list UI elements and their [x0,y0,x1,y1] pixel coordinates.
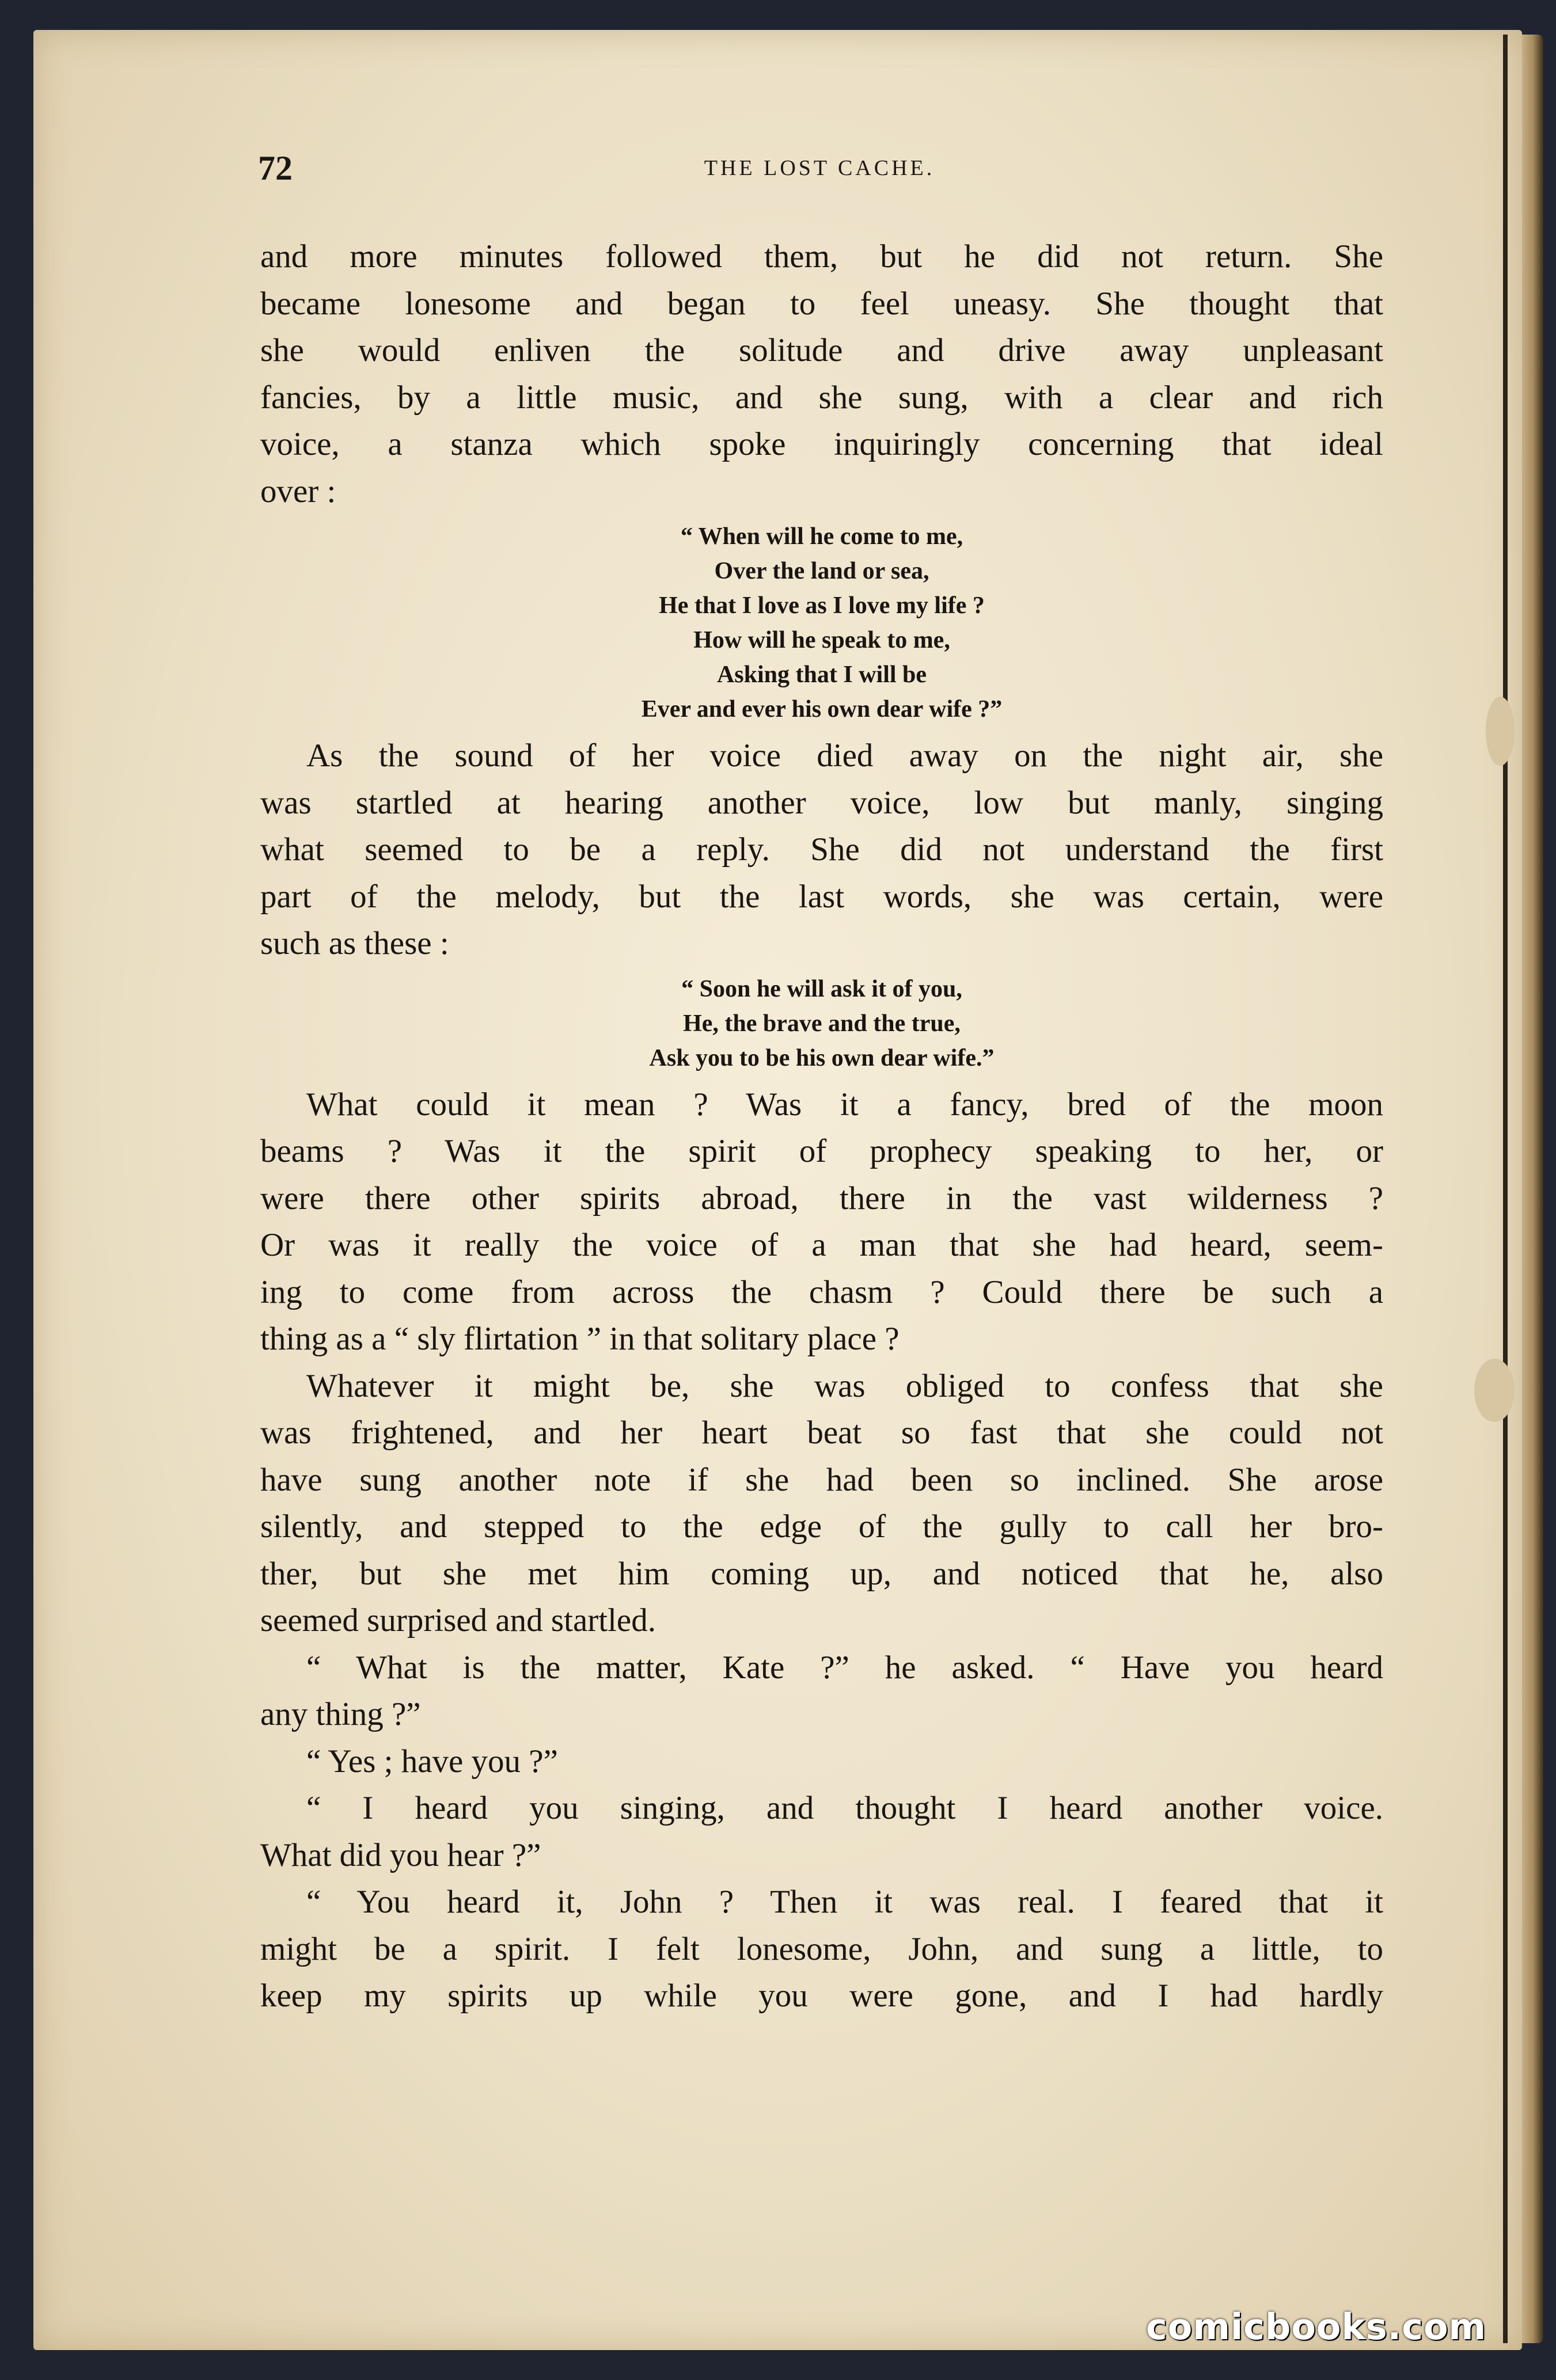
verse-reply [260,972,1383,1075]
paragraph [260,1644,1383,1738]
page-number: 72 [258,149,293,187]
text-line: “ I heard you singing, and thought I heard another voice. [306,1790,1383,1826]
page-tear [1486,697,1515,766]
text-line: silently, and stepped to the edge of the gully to call her bro- [260,1508,1383,1545]
verse-line: How will he speak to me, [693,627,950,653]
body-text [260,233,1383,2020]
verse-line: Over the land or sea, [714,558,929,584]
text-line: beams ? Was it the spirit of prophecy speaking to her, or [260,1133,1383,1169]
text-line: ther, but she met him coming up, and noticed that he, also [260,1555,1383,1592]
text-line: became lonesome and began to feel uneasy. She thought that [260,285,1383,322]
text-line: fancies, by a little music, and she sung, with a clear and rich [260,379,1383,416]
text-line: were there other spirits abroad, there in the vast wilderness ? [260,1180,1383,1216]
verse-stanza [260,519,1383,727]
text-line: thing as a “ sly flirtation ” in that solitary place ? [260,1321,900,1357]
text-line: voice, a stanza which spoke inquiringly concerning that ideal [260,426,1383,462]
text-line: part of the melody, but the last words, she was certain, were [260,878,1383,915]
paragraph [260,1363,1383,1644]
text-line: “ Yes ; have you ?” [306,1743,558,1780]
paragraph [260,1738,1383,1785]
paragraph [260,1879,1383,2020]
text-line: seemed surprised and startled. [260,1602,656,1638]
text-line: have sung another note if she had been so inclined. She arose [260,1461,1383,1498]
running-head: THE LOST CACHE. [704,156,935,180]
text-line: Or was it really the voice of a man that she had heard, seem- [260,1227,1383,1263]
paragraph [260,1081,1383,1363]
paragraph [260,1785,1383,1879]
text-line: and more minutes followed them, but he did not return. She [260,238,1383,275]
text-line: over : [260,473,336,510]
text-line: keep my spirits up while you were gone, and I had hardly [260,1978,1383,2014]
page-header [258,149,1381,195]
text-line: Whatever it might be, she was obliged to confess that she [306,1367,1383,1404]
page-fold [1503,35,1508,2343]
text-line: What did you hear ?” [260,1837,541,1873]
text-line: ing to come from across the chasm ? Could there be such a [260,1273,1383,1310]
page-tear [1474,1359,1515,1422]
text-line: such as these : [260,925,449,961]
verse-line: “ When will he come to me, [680,523,963,550]
verse-line: He that I love as I love my life ? [659,592,985,619]
text-line: As the sound of her voice died away on the night air, she [306,737,1383,774]
verse-line: “ Soon he will ask it of you, [681,975,962,1002]
text-line: “ What is the matter, Kate ?” he asked. “ Have you heard [306,1649,1383,1686]
watermark: comicbooks.com [1146,2306,1487,2348]
text-line: she would enliven the solitude and drive away unpleasant [260,332,1383,368]
text-line: what seemed to be a reply. She did not understand the first [260,831,1383,868]
text-line: What could it mean ? Was it a fancy, bred of the moon [306,1086,1383,1123]
verse-line: Ask you to be his own dear wife.” [649,1044,995,1071]
paragraph [260,732,1383,967]
text-line: any thing ?” [260,1696,421,1732]
verse-line: Ever and ever his own dear wife ?” [641,696,1003,723]
text-line: “ You heard it, John ? Then it was real. I feared that it [306,1884,1383,1920]
verse-line: He, the brave and the true, [683,1010,961,1037]
text-line: might be a spirit. I felt lonesome, John, and sung a little, to [260,1930,1383,1967]
text-line: was startled at hearing another voice, low but manly, singing [260,784,1383,821]
verse-line: Asking that I will be [716,661,927,688]
paragraph [260,233,1383,515]
text-line: was frightened, and her heart beat so fast that she could not [260,1415,1383,1451]
